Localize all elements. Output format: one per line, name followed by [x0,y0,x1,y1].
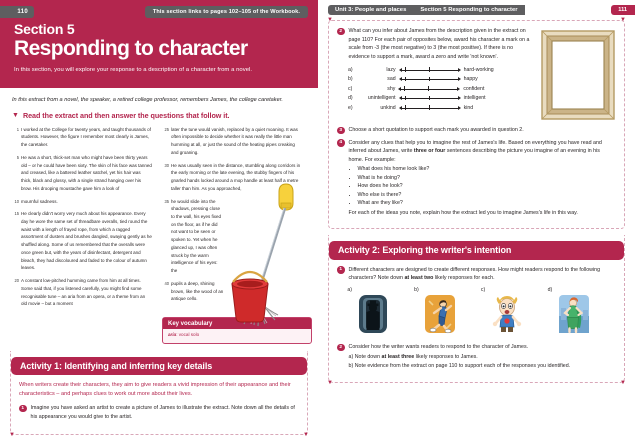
character-thumbnails [337,287,616,340]
arrow-right-icon [458,96,461,100]
scale-row [348,95,534,102]
scale-label-right: happy [463,76,478,83]
line-number: 15 [14,211,19,217]
read-instruction: Read the extract and then answer the questions that follow it. [22,110,230,120]
corner-marker-icon: ▼ [327,17,333,23]
thumbnail-key: a) [347,286,352,293]
q4-outro: For each of the ideas you note, explain how the extract led you to imagine James's life in this way. [348,209,578,216]
vocab-separator: : [176,332,179,338]
axis-line [402,108,458,109]
character-thumbnail-b[interactable] [414,287,472,340]
thumbnail-key: c) [480,286,486,293]
question-text [349,266,617,283]
q1-emphasis: at least two [404,275,434,282]
axis-tick [429,67,430,71]
thumbnail-key: b) [414,286,419,293]
superhero-woman-icon [554,294,594,334]
q4-emphasis: three or four [413,148,446,155]
q1-text-b: likely responses for each. [433,275,495,282]
question-4-row [337,139,616,218]
scale-axis[interactable] [399,104,461,111]
question-number: 1 [337,266,345,274]
question-number: 2 [337,28,345,36]
q4-intro-b: sentences describing the picture you imagine of an evening in his home. For example: [348,148,600,163]
picture-frame-illustration [540,27,616,126]
scale-key: b) [348,76,353,83]
scale-label-right: kind [463,104,474,111]
axis-tick [405,96,406,100]
line-number: 25 [164,126,169,132]
question-number: 2 [337,344,345,352]
q1-text-a: Different characters are designed to create different responses. How might readers respond to the following characters? Note down [348,266,601,282]
running-header-bar [328,5,525,15]
key-vocabulary-heading: Key vocabulary [163,318,311,329]
character-thumbnail-c[interactable] [481,287,539,340]
scale-label-left: unintelligent [367,95,396,102]
bullet-item: • What are they like? [358,199,617,207]
question-2-block [337,27,616,126]
line-number: 30 [164,162,169,168]
sub-text-a: Note down [354,353,382,360]
q2-sub-list [349,353,571,370]
line-number: 35 [164,198,169,204]
question-number: 3 [337,127,345,135]
scale-label-left: lazy [386,66,396,73]
extract-paragraph [12,277,152,308]
q4-intro-a: Consider any clues that help you to imagine the rest of James's life. Based on everything you have read and inferred about James, write [348,139,602,155]
arrow-right-icon [457,87,460,91]
right-page-running-header [318,0,635,18]
extract-paragraph [12,210,152,272]
scale-key: c) [348,85,353,92]
extract-text: A constant low-pitched humming came from him at all times. Some said that, if you listened carefully, you might find some recognisable tune – an aria from an opera, or a theme from an old movie – but a moment [21,278,146,307]
activity-1-lead: When writers create their characters, they aim to give readers a vivid impression of their appearance and their characteristics – and perhaps clues to work out more about their lives. [19,382,291,398]
extract-paragraph [162,162,302,193]
question-number: 1 [19,405,27,413]
left-page-body [0,88,318,344]
scale-label-right: hard-working [463,66,494,73]
axis-line [401,89,457,90]
axis-tick [428,86,429,90]
section-subtitle: In this section, you will explore your response to a description of a character from a novel. [14,66,253,73]
frightened-boy-icon [487,294,527,334]
corner-marker-icon: ▼ [620,17,626,23]
question-2-content [337,27,534,126]
corner-marker-icon: ▼ [620,380,626,387]
scale-label-left: unkind [380,104,396,111]
extract-columns [12,126,306,313]
scale-axis[interactable] [399,95,461,102]
sub-key: b) [348,362,354,369]
scale-label-left: sad [387,76,396,83]
falling-man-icon [420,294,460,334]
axis-tick [405,67,406,71]
key-vocabulary-box [162,317,312,344]
sub-key: a) [348,353,354,360]
line-number: 5 [16,154,19,160]
extract-paragraph [162,198,224,275]
silhouette-in-doorway-icon [353,294,393,334]
scale-axis[interactable] [399,76,461,83]
arrow-right-icon [458,77,461,81]
scale-axis[interactable] [398,85,460,92]
extract-text: He was a short, thick-set man who might have been thirty years old – or he could have been sixty. The skin of his face was tanned and creased, like a battered leather satchel, yet his hair was thick, black and glossy, with a single strand hanging over his brow. His drooping moustache gave him a look of [21,154,152,191]
q2-main-text: Consider how the writer wants readers to respond to the character of James. [348,344,529,351]
bullet-item: • What does his home look like? [358,165,617,173]
unit-label: Unit 3: People and places [335,7,407,14]
thumbnail-key: d) [547,286,553,293]
character-thumbnail-d[interactable] [548,287,606,340]
question-text: Imagine you have asked an artist to create a picture of James to illustrate the extract. Note down all the details of his appearance you would give to the artist. [30,405,295,420]
question-text [349,343,571,370]
question-2-row [337,27,534,61]
corner-marker-icon: ▼ [9,431,15,438]
q4-bullet-list [358,165,617,207]
right-questions-panel [327,17,626,229]
extract-paragraph [12,154,152,193]
scale-row [348,66,534,73]
extract-text: pupils a deep, shining brown, like the wood of an antique cello. [171,280,224,302]
question-3-row [337,126,616,135]
corner-marker-icon: ▼ [327,380,333,387]
axis-tick [405,105,406,109]
left-page-hero-header [0,0,318,88]
axis-tick [429,105,430,109]
scale-row [348,76,534,83]
scale-row [348,85,534,92]
bullet-item: • What is he doing? [358,174,617,182]
extract-paragraph [12,126,152,149]
bullet-item: • How does he look? [358,182,617,190]
extract-text: mournful sadness. [21,198,58,204]
extract-text: He clearly didn't worry very much about his appearance. Every day he wore the same set of threadbare overalls, tied round the waist with a length of frayed rope, from which a ragged assortment of dusters and brushes dangled, swaying gently as he shuffled along. Some of us remembered that the overalls were once green but, with the years of disinfectant, detergent and bleach, they had discoloured and faded to the colour of autumn leaves. [21,211,152,271]
scale-label-right: intelligent [463,95,486,102]
line-number: 40 [164,280,169,286]
sub-emphasis: at least three [381,353,415,360]
extract-paragraph [162,126,302,157]
activity-2-question-2 [337,343,616,370]
line-number: 10 [14,198,19,204]
opposites-scale-list [348,66,534,111]
bullet-item: • Who else is there? [358,191,617,199]
axis-line [402,98,458,99]
axis-tick [429,77,430,81]
question-text [349,139,617,218]
section-label: Section 5 [14,21,75,37]
q2-sub-a [349,353,571,362]
character-thumbnail-a[interactable] [347,287,405,340]
question-text: What can you infer about James from the description given in the extract on page 110? For each pair of opposites below, award his character a mark on a scale from -3 (the most negative) to 3 (the most positive). If there is no evidence to support a mark, award a zero and write 'not known'. [348,28,530,60]
section-running-label: Section 5 Responding to character [420,7,518,14]
axis-line [402,79,458,80]
page-number-left: 110 [0,6,34,18]
line-number: 1 [16,126,19,132]
extract-intro: In this extract from a novel, the speaker, a retired college professor, remembers James, the college caretaker. [12,97,283,103]
triangle-marker-icon: ▼ [12,111,19,119]
axis-tick [405,77,406,81]
arrow-right-icon [458,68,461,72]
activity-1-panel [9,351,309,438]
scale-key: e) [348,104,353,111]
vocab-definition: vocal solo [178,332,200,338]
page-right [318,0,635,400]
axis-line [402,70,458,71]
scale-label-right: confident [463,85,485,92]
extract-paragraph [12,198,152,206]
scale-row [348,104,534,111]
sub-text: Note evidence from the extract on page 110 to support each of the responses you identified. [354,362,571,369]
read-instruction-row [12,111,306,120]
axis-tick [429,96,430,100]
extract-text: I worked at the College for twenty years, and taught thousands of students. However, the figure I remember most clearly is James, the caretaker. [21,126,151,148]
activity-1-heading: Activity 1: Identifying and inferring key details [11,357,307,376]
extract-text: He was usually seen in the distance, stumbling along corridors in the early morning or the late evening, the stubby fingers of his gnarled hands locked around a mop handle at least half a metre taller than him. As you approached, [171,162,301,191]
arrow-right-icon [458,106,461,110]
page-title: Responding to character [14,36,248,60]
workbook-links-banner: This section links to pages 102–105 of the Workbook. [145,6,308,18]
axis-tick [404,86,405,90]
question-number: 4 [337,139,345,147]
activity-2-heading: Activity 2: Exploring the writer's intention [329,241,624,260]
scale-label-left: shy [387,85,396,92]
page-number-right: 111 [611,5,635,15]
scale-key: a) [348,66,353,73]
activity-2-panel [327,235,626,387]
activity-2-question-1 [337,266,616,283]
scale-key: d) [348,95,353,102]
key-vocabulary-body [163,329,311,343]
extract-text: he would slide into the shadows, pressing close to the wall, his eyes fixed on the floor, as if he did not want to be seen or spoken to. Yet when he glanced up, I was often struck by the warm intelligence of his eyes: the [171,198,222,274]
question-text: Choose a short quotation to support each mark you awarded in question 2. [348,127,524,133]
sub-text-b: likely responses to James. [414,353,478,360]
extract-column-2 [162,126,302,313]
extract-paragraph [162,280,224,303]
q2-sub-b [349,362,571,371]
corner-marker-icon: ▼ [303,431,309,438]
vocab-term: aria [168,332,177,338]
activity-1-question-1 [19,404,299,421]
extract-column-1 [12,126,152,313]
scale-axis[interactable] [399,66,461,73]
line-number: 20 [14,278,19,284]
extract-text: later the tune would vanish, replaced by a quiet moaning. It was often impossible to decide whether it was really the little man humming at all, or just the sound of the heating pipes creaking and groaning. [171,126,298,155]
